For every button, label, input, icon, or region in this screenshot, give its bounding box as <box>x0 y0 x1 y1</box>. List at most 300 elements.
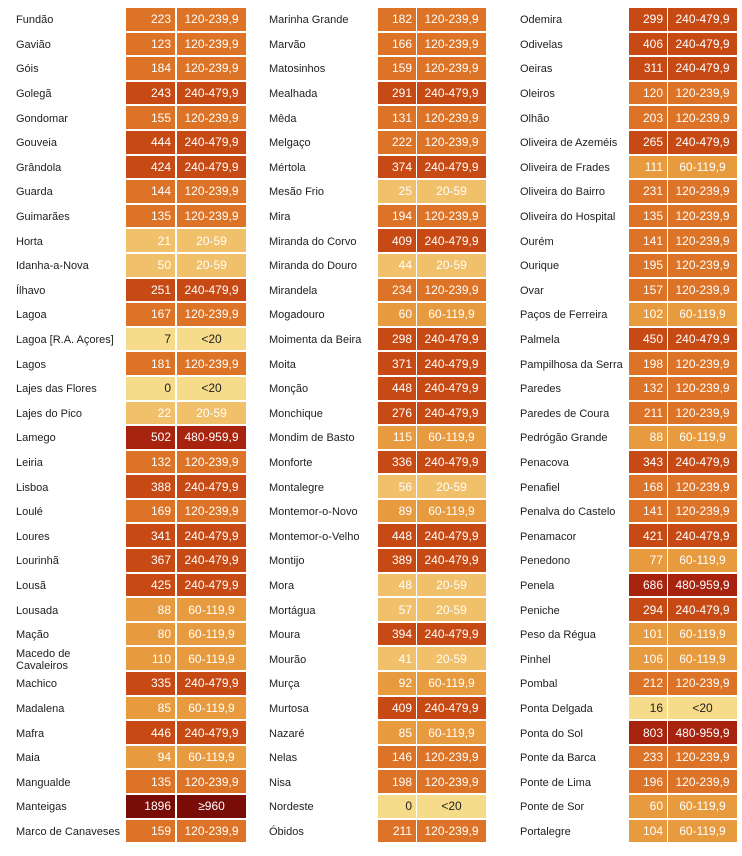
municipality-name: Montemor-o-Velho <box>269 530 360 543</box>
incidence-value-cell: 44 <box>378 254 416 277</box>
incidence-range-cell: 120-239,9 <box>417 57 486 80</box>
incidence-range-cell: 60-119,9 <box>177 746 246 769</box>
incidence-value-cell: 141 <box>629 500 667 523</box>
incidence-value-cell: 60 <box>378 303 416 326</box>
municipality-name: Penafiel <box>520 481 560 494</box>
incidence-value-cell: 155 <box>126 106 175 129</box>
incidence-value-cell: 299 <box>629 8 667 31</box>
municipality-name: Montemor-o-Novo <box>269 506 358 519</box>
incidence-range-cell: 120-239,9 <box>668 352 737 375</box>
incidence-range-cell: 120-239,9 <box>668 82 737 105</box>
municipality-name: Mogadouro <box>269 309 325 322</box>
municipality-name: Ourém <box>520 235 554 248</box>
incidence-value-cell: 7 <box>126 328 175 351</box>
incidence-value-cell: 132 <box>629 377 667 400</box>
municipality-name: Marinha Grande <box>269 14 349 27</box>
incidence-range-cell: 60-119,9 <box>668 647 737 670</box>
incidence-value-cell: 409 <box>378 229 416 252</box>
incidence-value-cell: 450 <box>629 328 667 351</box>
incidence-range-cell: 60-119,9 <box>417 303 486 326</box>
incidence-range-cell: 120-239,9 <box>417 746 486 769</box>
incidence-range-cell: 60-119,9 <box>177 697 246 720</box>
incidence-value-cell: 291 <box>378 82 416 105</box>
municipality-name: Lajes das Flores <box>16 383 97 396</box>
incidence-value-cell: 1896 <box>126 795 175 818</box>
incidence-range-cell: 240-479,9 <box>668 328 737 351</box>
incidence-value-cell: 367 <box>126 549 175 572</box>
incidence-range-cell: 60-119,9 <box>668 549 737 572</box>
incidence-range-cell: 240-479,9 <box>668 598 737 621</box>
incidence-range-cell: 240-479,9 <box>417 352 486 375</box>
incidence-value-cell: 92 <box>378 672 416 695</box>
municipality-name: Pampilhosa da Serra <box>520 358 623 371</box>
incidence-value-cell: 169 <box>126 500 175 523</box>
municipality-name: Mangualde <box>16 776 71 789</box>
incidence-range-cell: 120-239,9 <box>417 33 486 56</box>
municipality-name: Mértola <box>269 161 306 174</box>
incidence-range-cell: 240-479,9 <box>417 229 486 252</box>
municipality-name: Guimarães <box>16 211 70 224</box>
incidence-value-cell: 167 <box>126 303 175 326</box>
incidence-value-cell: 243 <box>126 82 175 105</box>
municipality-name: Mortágua <box>269 604 316 617</box>
incidence-range-cell: 20-59 <box>417 598 486 621</box>
incidence-value-cell: 144 <box>126 180 175 203</box>
incidence-range-cell: 60-119,9 <box>668 156 737 179</box>
incidence-range-cell: 240-479,9 <box>417 524 486 547</box>
incidence-value-cell: 168 <box>629 475 667 498</box>
incidence-value-cell: 212 <box>629 672 667 695</box>
municipality-name: Odivelas <box>520 38 563 51</box>
incidence-range-cell: 120-239,9 <box>177 303 246 326</box>
municipality-name: Penalva do Castelo <box>520 506 616 519</box>
incidence-range-cell: 240-479,9 <box>177 82 246 105</box>
municipality-name: Mourão <box>269 653 307 666</box>
incidence-value-cell: 394 <box>378 623 416 646</box>
municipality-name: Miranda do Corvo <box>269 235 357 248</box>
incidence-range-cell: 20-59 <box>417 475 486 498</box>
municipality-name: Odemira <box>520 14 563 27</box>
municipality-name: Guarda <box>16 186 53 199</box>
incidence-value-cell: 251 <box>126 279 175 302</box>
municipality-name: Matosinhos <box>269 63 326 76</box>
incidence-range-cell: 120-239,9 <box>177 820 246 843</box>
incidence-value-cell: 196 <box>629 770 667 793</box>
incidence-value-cell: 223 <box>126 8 175 31</box>
incidence-value-cell: 159 <box>126 820 175 843</box>
incidence-value-cell: 80 <box>126 623 175 646</box>
incidence-value-cell: 57 <box>378 598 416 621</box>
incidence-value-cell: 343 <box>629 451 667 474</box>
municipality-name: Maia <box>16 752 40 765</box>
incidence-value-cell: 21 <box>126 229 175 252</box>
incidence-value-cell: 424 <box>126 156 175 179</box>
incidence-value-cell: 421 <box>629 524 667 547</box>
municipality-name: Murça <box>269 678 300 691</box>
municipality-name: Lagos <box>16 358 46 371</box>
municipality-name: Ílhavo <box>16 284 46 297</box>
municipality-name: Mação <box>16 629 50 642</box>
municipality-name: Montalegre <box>269 481 325 494</box>
municipality-name: Lourinhã <box>16 555 59 568</box>
incidence-value-cell: 233 <box>629 746 667 769</box>
incidence-range-cell: 120-239,9 <box>177 180 246 203</box>
incidence-range-cell: 120-239,9 <box>177 106 246 129</box>
incidence-range-cell: 20-59 <box>417 647 486 670</box>
incidence-value-cell: 211 <box>378 820 416 843</box>
incidence-range-cell: 60-119,9 <box>668 303 737 326</box>
incidence-range-cell: 120-239,9 <box>177 770 246 793</box>
municipality-name: Oliveira do Hospital <box>520 211 616 224</box>
incidence-value-cell: 88 <box>126 598 175 621</box>
incidence-range-cell: 60-119,9 <box>417 500 486 523</box>
incidence-range-cell: 120-239,9 <box>177 57 246 80</box>
municipality-name: Penedono <box>520 555 571 568</box>
incidence-range-cell: 120-239,9 <box>668 254 737 277</box>
municipality-name: Oliveira de Azeméis <box>520 137 618 150</box>
incidence-value-cell: 25 <box>378 180 416 203</box>
incidence-value-cell: 198 <box>378 770 416 793</box>
incidence-value-cell: 446 <box>126 721 175 744</box>
incidence-range-cell: 120-239,9 <box>668 500 737 523</box>
incidence-range-cell: 240-479,9 <box>177 475 246 498</box>
municipality-name: Mirandela <box>269 284 318 297</box>
incidence-range-cell: 60-119,9 <box>668 820 737 843</box>
incidence-value-cell: 425 <box>126 574 175 597</box>
incidence-value-cell: 120 <box>629 82 667 105</box>
incidence-range-cell: 60-119,9 <box>177 598 246 621</box>
incidence-range-cell: 120-239,9 <box>668 770 737 793</box>
municipality-name: Góis <box>16 63 39 76</box>
incidence-value-cell: 131 <box>378 106 416 129</box>
incidence-range-cell: 60-119,9 <box>417 426 486 449</box>
incidence-range-cell: 20-59 <box>177 254 246 277</box>
incidence-range-cell: 240-479,9 <box>417 697 486 720</box>
incidence-range-cell: 120-239,9 <box>668 229 737 252</box>
incidence-value-cell: 198 <box>629 352 667 375</box>
incidence-value-cell: 22 <box>126 402 175 425</box>
municipality-name: Mafra <box>16 727 45 740</box>
municipality-name: Grândola <box>16 161 62 174</box>
incidence-value-cell: 48 <box>378 574 416 597</box>
incidence-range-cell: 120-239,9 <box>668 672 737 695</box>
municipality-name: Nordeste <box>269 801 314 814</box>
municipality-name: Lousada <box>16 604 59 617</box>
incidence-value-cell: 0 <box>378 795 416 818</box>
municipality-name: Leiria <box>16 456 43 469</box>
municipality-name: Palmela <box>520 334 560 347</box>
incidence-range-cell: 20-59 <box>177 229 246 252</box>
incidence-range-cell: 20-59 <box>417 180 486 203</box>
incidence-value-cell: 341 <box>126 524 175 547</box>
incidence-range-cell: 20-59 <box>177 402 246 425</box>
municipality-name: Murtosa <box>269 702 309 715</box>
municipality-name: Penela <box>520 579 555 592</box>
municipality-name: Fundão <box>16 14 54 27</box>
incidence-range-cell: 60-119,9 <box>668 623 737 646</box>
municipality-name: Mêda <box>269 112 297 125</box>
incidence-value-cell: 231 <box>629 180 667 203</box>
incidence-range-cell: 480-959,9 <box>668 574 737 597</box>
municipality-name: Paços de Ferreira <box>520 309 608 322</box>
incidence-value-cell: 203 <box>629 106 667 129</box>
municipality-name: Gavião <box>16 38 51 51</box>
incidence-range-cell: 240-479,9 <box>177 156 246 179</box>
municipality-name: Loures <box>16 530 50 543</box>
municipality-name: Ponte de Sor <box>520 801 585 814</box>
incidence-range-cell: <20 <box>177 328 246 351</box>
incidence-value-cell: 448 <box>378 377 416 400</box>
incidence-range-cell: 120-239,9 <box>177 500 246 523</box>
municipality-name: Penacova <box>520 456 569 469</box>
incidence-value-cell: 132 <box>126 451 175 474</box>
municipality-name: Horta <box>16 235 43 248</box>
municipality-name: Nelas <box>269 752 298 765</box>
incidence-range-cell: 240-479,9 <box>177 549 246 572</box>
municipality-name: Nazaré <box>269 727 305 740</box>
municipality-name: Monchique <box>269 407 323 420</box>
municipality-name: Oliveira de Frades <box>520 161 610 174</box>
incidence-range-cell: 120-239,9 <box>177 8 246 31</box>
incidence-range-cell: 120-239,9 <box>177 33 246 56</box>
incidence-range-cell: 240-479,9 <box>177 524 246 547</box>
incidence-range-cell: 240-479,9 <box>668 524 737 547</box>
municipality-name: Monforte <box>269 456 313 469</box>
incidence-range-cell: ≥960 <box>177 795 246 818</box>
incidence-range-cell: 120-239,9 <box>668 746 737 769</box>
municipality-name: Gouveia <box>16 137 57 150</box>
incidence-value-cell: 123 <box>126 33 175 56</box>
incidence-value-cell: 77 <box>629 549 667 572</box>
incidence-value-cell: 0 <box>126 377 175 400</box>
municipality-name: Moimenta da Beira <box>269 334 362 347</box>
municipality-name: Ourique <box>520 260 560 273</box>
incidence-value-cell: 335 <box>126 672 175 695</box>
municipality-name: Ponta do Sol <box>520 727 583 740</box>
municipality-name: Peniche <box>520 604 560 617</box>
municipality-name: Paredes <box>520 383 561 396</box>
incidence-range-cell: 240-479,9 <box>417 328 486 351</box>
municipality-name: Óbidos <box>269 825 304 838</box>
incidence-range-cell: 240-479,9 <box>177 279 246 302</box>
incidence-value-cell: 336 <box>378 451 416 474</box>
incidence-range-cell: 240-479,9 <box>177 574 246 597</box>
incidence-value-cell: 141 <box>629 229 667 252</box>
incidence-value-cell: 157 <box>629 279 667 302</box>
municipality-name: Miranda do Douro <box>269 260 358 273</box>
municipality-name: Golegã <box>16 88 52 101</box>
incidence-value-cell: 388 <box>126 475 175 498</box>
municipality-name: Oeiras <box>520 63 553 76</box>
municipality-name: Moita <box>269 358 296 371</box>
incidence-value-cell: 115 <box>378 426 416 449</box>
incidence-value-cell: 803 <box>629 721 667 744</box>
incidence-range-cell: 240-479,9 <box>417 402 486 425</box>
municipality-name: Marvão <box>269 38 306 51</box>
incidence-range-cell: 120-239,9 <box>668 180 737 203</box>
municipality-name: Olhão <box>520 112 550 125</box>
incidence-range-cell: 120-239,9 <box>177 451 246 474</box>
municipality-name: Mesão Frio <box>269 186 325 199</box>
incidence-value-cell: 182 <box>378 8 416 31</box>
incidence-range-cell: <20 <box>668 697 737 720</box>
municipality-name: Ovar <box>520 284 544 297</box>
incidence-value-cell: 222 <box>378 131 416 154</box>
incidence-value-cell: 111 <box>629 156 667 179</box>
incidence-range-cell: 240-479,9 <box>417 156 486 179</box>
incidence-value-cell: 85 <box>378 721 416 744</box>
incidence-value-cell: 448 <box>378 524 416 547</box>
incidence-value-cell: 89 <box>378 500 416 523</box>
incidence-value-cell: 374 <box>378 156 416 179</box>
municipality-name: Ponte de Lima <box>520 776 591 789</box>
incidence-value-cell: 294 <box>629 598 667 621</box>
incidence-range-cell: 120-239,9 <box>417 8 486 31</box>
incidence-range-cell: 240-479,9 <box>177 721 246 744</box>
incidence-value-cell: 686 <box>629 574 667 597</box>
incidence-range-cell: 120-239,9 <box>668 377 737 400</box>
incidence-range-cell: 120-239,9 <box>668 205 737 228</box>
municipality-name: Gondomar <box>16 112 68 125</box>
incidence-range-cell: 120-239,9 <box>417 770 486 793</box>
municipality-name: Lagoa <box>16 309 47 322</box>
incidence-value-cell: 41 <box>378 647 416 670</box>
incidence-range-cell: 120-239,9 <box>668 279 737 302</box>
incidence-range-cell: 480-959,9 <box>668 721 737 744</box>
incidence-range-cell: 120-239,9 <box>417 820 486 843</box>
incidence-value-cell: 211 <box>629 402 667 425</box>
incidence-value-cell: 146 <box>378 746 416 769</box>
municipality-name: Oleiros <box>520 88 555 101</box>
incidence-value-cell: 502 <box>126 426 175 449</box>
incidence-value-cell: 106 <box>629 647 667 670</box>
incidence-range-cell: 120-239,9 <box>668 475 737 498</box>
incidence-value-cell: 135 <box>126 205 175 228</box>
incidence-range-cell: 60-119,9 <box>417 721 486 744</box>
incidence-range-cell: 20-59 <box>417 574 486 597</box>
municipality-name: Manteigas <box>16 801 67 814</box>
incidence-range-cell: 240-479,9 <box>668 57 737 80</box>
municipality-name: Ponta Delgada <box>520 702 593 715</box>
municipality-name: Mondim de Basto <box>269 432 355 445</box>
incidence-range-cell: 120-239,9 <box>668 106 737 129</box>
municipality-name: Loulé <box>16 506 43 519</box>
incidence-range-cell: 480-959,9 <box>177 426 246 449</box>
incidence-range-cell: 240-479,9 <box>417 377 486 400</box>
municipality-name: Lagoa [R.A. Açores] <box>16 334 114 347</box>
incidence-value-cell: 298 <box>378 328 416 351</box>
incidence-value-cell: 94 <box>126 746 175 769</box>
municipality-name: Idanha-a-Nova <box>16 260 89 273</box>
municipality-name: Pedrógão Grande <box>520 432 608 445</box>
incidence-value-cell: 159 <box>378 57 416 80</box>
incidence-range-cell: 60-119,9 <box>177 647 246 670</box>
municipality-name: Mira <box>269 211 291 224</box>
incidence-value-cell: 135 <box>126 770 175 793</box>
incidence-range-cell: 240-479,9 <box>668 33 737 56</box>
incidence-range-cell: 120-239,9 <box>417 106 486 129</box>
municipality-name: Marco de Canaveses <box>16 825 120 838</box>
municipality-name: Mora <box>269 579 295 592</box>
incidence-value-cell: 110 <box>126 647 175 670</box>
municipality-name: Penamacor <box>520 530 577 543</box>
municipality-name: Paredes de Coura <box>520 407 610 420</box>
incidence-value-cell: 311 <box>629 57 667 80</box>
incidence-range-cell: 240-479,9 <box>668 8 737 31</box>
municipality-name: Portalegre <box>520 825 571 838</box>
incidence-range-cell: 120-239,9 <box>417 279 486 302</box>
incidence-value-cell: 276 <box>378 402 416 425</box>
incidence-value-cell: 181 <box>126 352 175 375</box>
municipality-name: Pombal <box>520 678 558 691</box>
incidence-value-cell: 88 <box>629 426 667 449</box>
incidence-value-cell: 166 <box>378 33 416 56</box>
municipality-name: Lamego <box>16 432 56 445</box>
incidence-range-cell: 240-479,9 <box>417 623 486 646</box>
incidence-range-cell: 240-479,9 <box>417 451 486 474</box>
incidence-value-cell: 409 <box>378 697 416 720</box>
incidence-range-cell: 60-119,9 <box>668 795 737 818</box>
incidence-value-cell: 389 <box>378 549 416 572</box>
municipality-name: Madalena <box>16 702 65 715</box>
incidence-value-cell: 371 <box>378 352 416 375</box>
incidence-value-cell: 102 <box>629 303 667 326</box>
incidence-range-cell: 60-119,9 <box>177 623 246 646</box>
incidence-value-cell: 195 <box>629 254 667 277</box>
incidence-value-cell: 184 <box>126 57 175 80</box>
incidence-range-cell: 120-239,9 <box>668 402 737 425</box>
incidence-value-cell: 60 <box>629 795 667 818</box>
municipality-name: Lajes do Pico <box>16 407 83 420</box>
incidence-range-cell: <20 <box>177 377 246 400</box>
incidence-value-cell: 135 <box>629 205 667 228</box>
municipality-name: Ponte da Barca <box>520 752 596 765</box>
municipality-name: Lousã <box>16 579 46 592</box>
incidence-range-cell: 60-119,9 <box>417 672 486 695</box>
incidence-range-cell: 240-479,9 <box>177 672 246 695</box>
incidence-range-cell: 120-239,9 <box>177 352 246 375</box>
municipality-name: Pinhel <box>520 653 551 666</box>
municipality-name: Macedo de Cavaleiros <box>16 647 71 672</box>
incidence-range-cell: 240-479,9 <box>668 451 737 474</box>
municipality-name: Mealhada <box>269 88 318 101</box>
incidence-range-cell: 240-479,9 <box>417 82 486 105</box>
incidence-range-cell: 120-239,9 <box>417 205 486 228</box>
municipality-name: Lisboa <box>16 481 49 494</box>
incidence-value-cell: 16 <box>629 697 667 720</box>
incidence-value-cell: 85 <box>126 697 175 720</box>
incidence-value-cell: 234 <box>378 279 416 302</box>
municipality-name: Monção <box>269 383 309 396</box>
municipality-name: Moura <box>269 629 301 642</box>
municipality-name: Oliveira do Bairro <box>520 186 605 199</box>
municipality-name: Nisa <box>269 776 292 789</box>
incidence-value-cell: 265 <box>629 131 667 154</box>
municipality-name: Melgaço <box>269 137 311 150</box>
municipality-name: Machico <box>16 678 57 691</box>
incidence-value-cell: 194 <box>378 205 416 228</box>
municipality-name: Peso da Régua <box>520 629 596 642</box>
incidence-range-cell: 120-239,9 <box>417 131 486 154</box>
incidence-value-cell: 104 <box>629 820 667 843</box>
municipality-name: Montijo <box>269 555 305 568</box>
incidence-value-cell: 406 <box>629 33 667 56</box>
incidence-range-cell: 240-479,9 <box>417 549 486 572</box>
incidence-value-cell: 444 <box>126 131 175 154</box>
incidence-range-cell: 120-239,9 <box>177 205 246 228</box>
incidence-range-cell: 240-479,9 <box>177 131 246 154</box>
incidence-range-cell: 20-59 <box>417 254 486 277</box>
